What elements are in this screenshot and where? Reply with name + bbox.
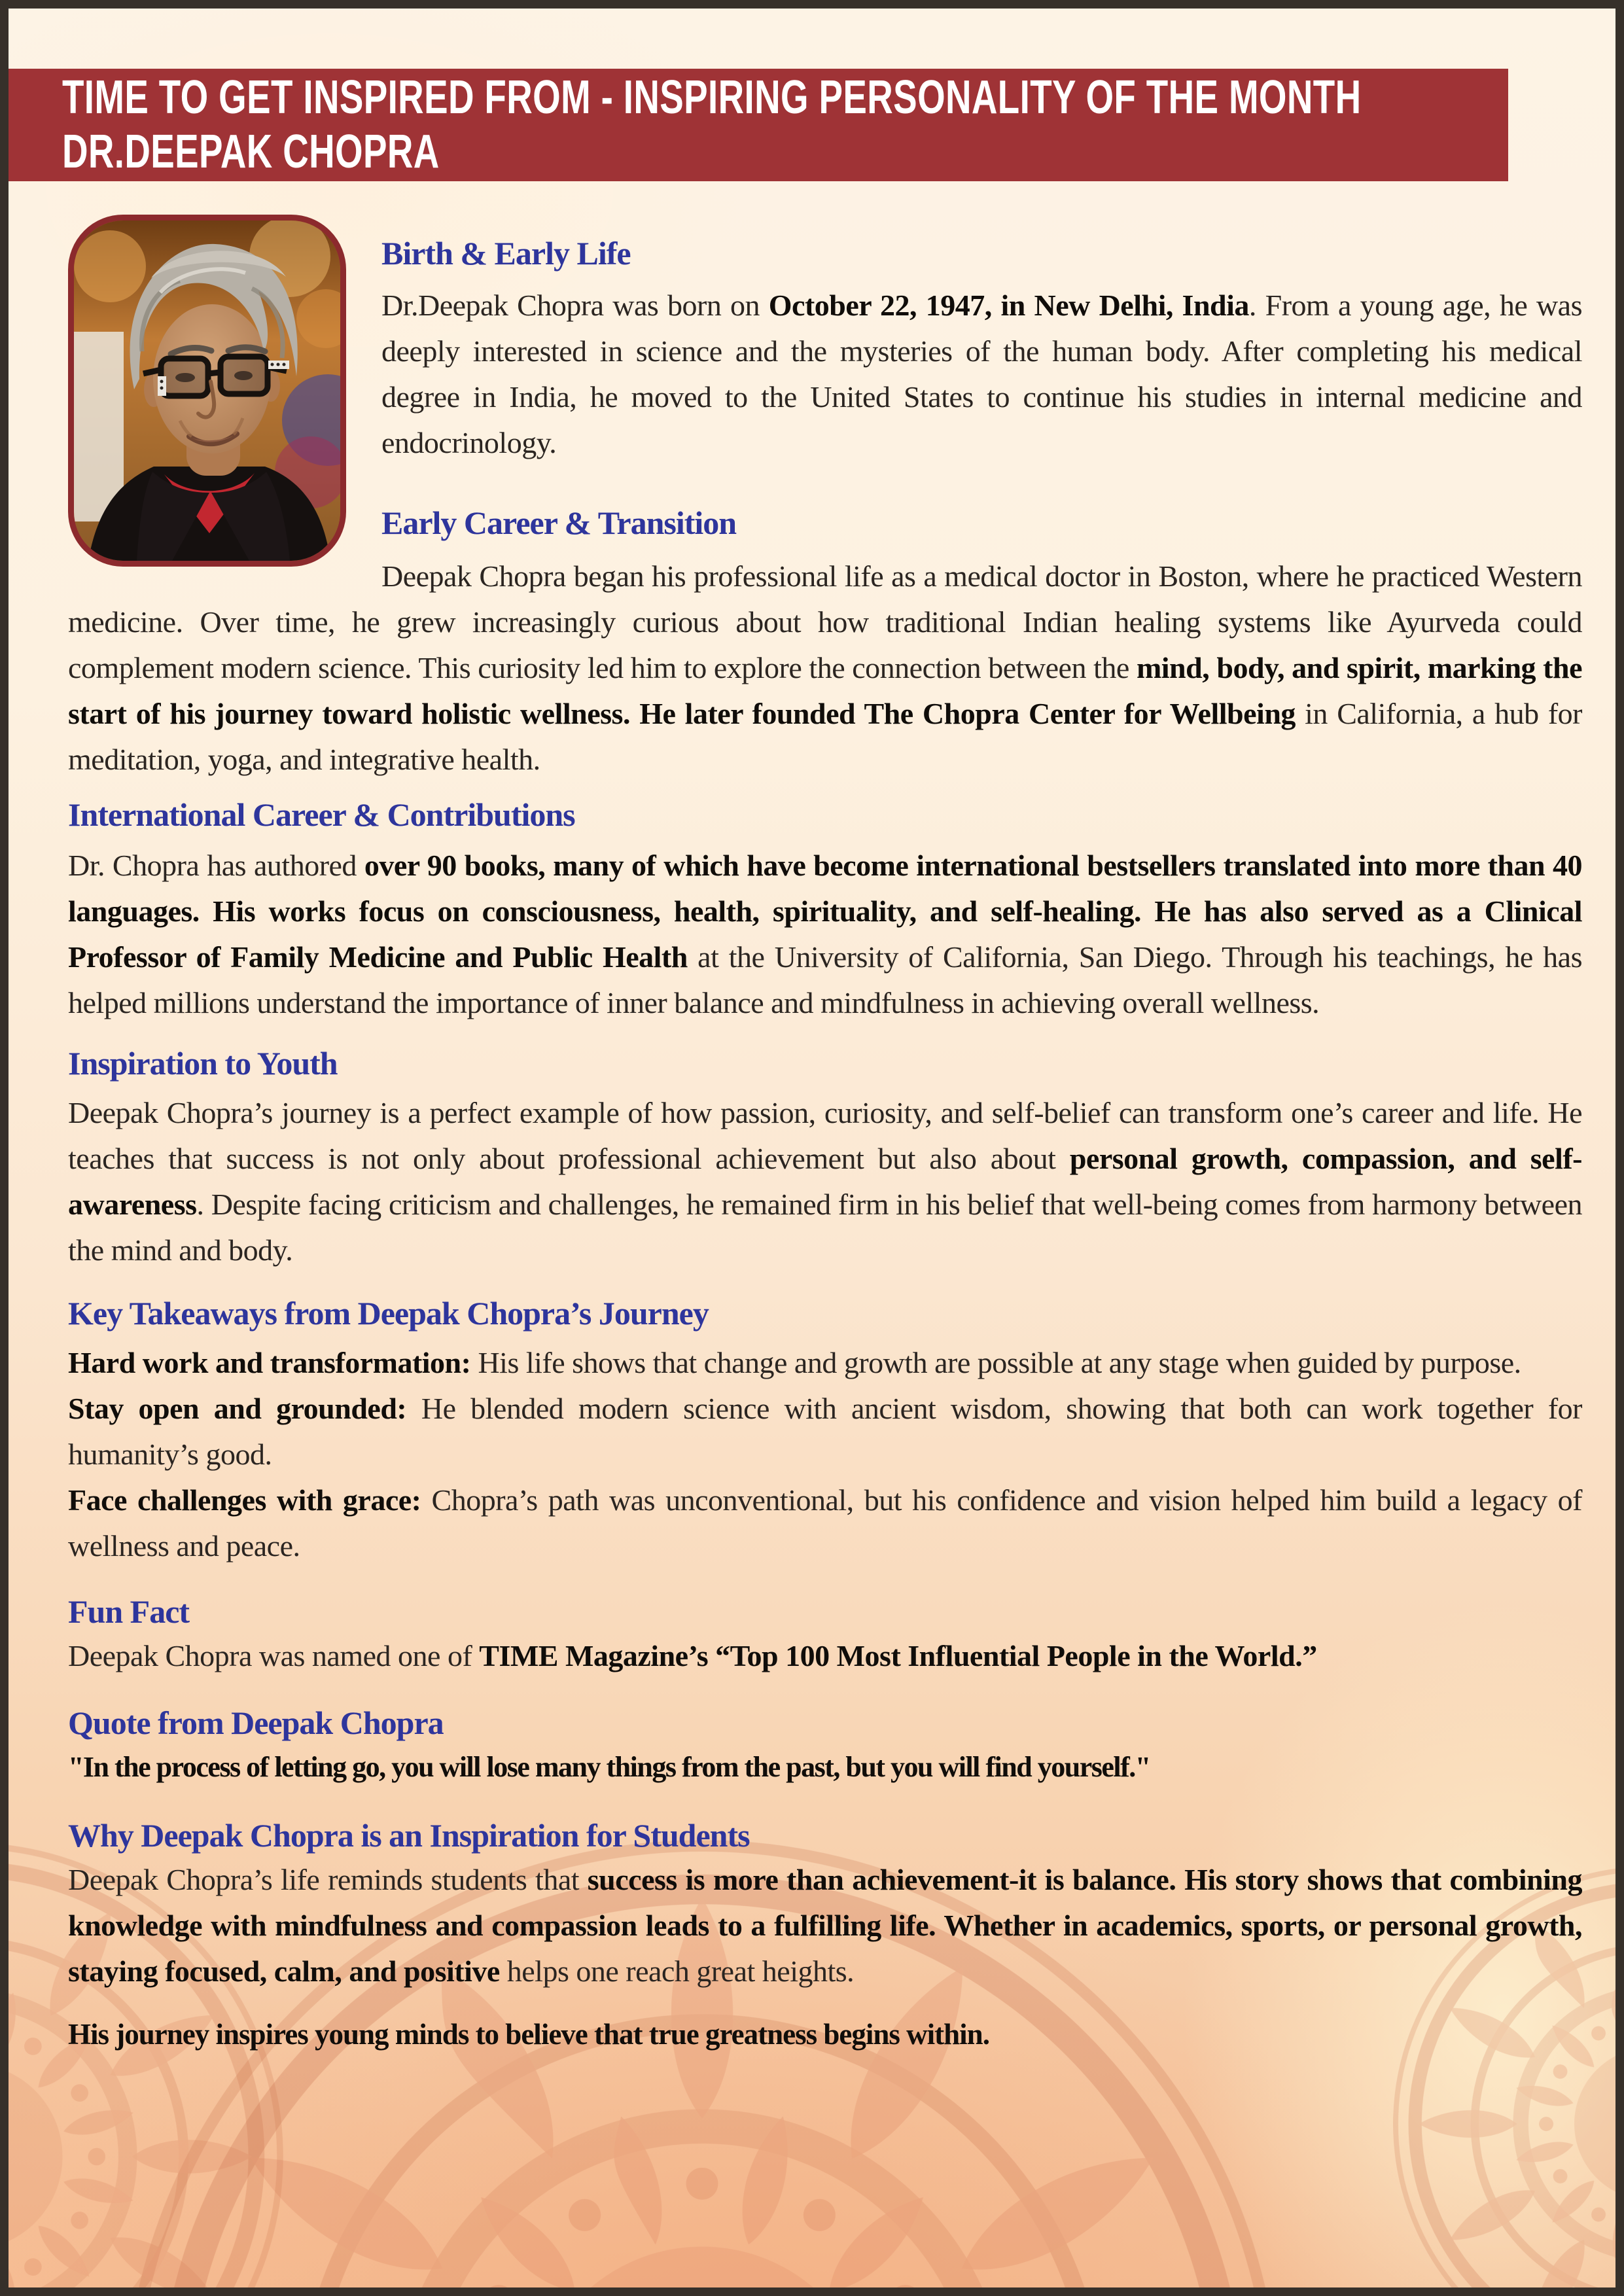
text-segment: He blended modern science with ancient wisdom, showing that both can work together for humanity’s good.: [68, 1392, 1582, 1471]
text-segment: His life shows that change and growth are possible at any stage when guided by purpose.: [470, 1346, 1521, 1379]
paragraph-international-career: [68, 843, 1582, 1026]
paragraph-inspiration-for-students: [68, 1857, 1582, 1994]
section-heading-international-career: International Career & Contributions: [68, 796, 575, 833]
text-segment-bold: over 90 books, many of which have become international bestsellers translated into more than 40 languages. His works focus on consciousness, health, spirituality, and self-healing. He has also served as a Clinical Professor of Family Medicine and Public Health: [68, 849, 1582, 974]
paragraph-fun-fact: [68, 1633, 1582, 1679]
text-segment: Chopra’s path was unconventional, but his confidence and vision helped him build a legacy of wellness and peace.: [68, 1483, 1582, 1563]
text-segment-bold: Face challenges with grace:: [68, 1483, 421, 1517]
text-segment: helps one reach great heights.: [499, 1954, 855, 1988]
text-segment: Deepak Chopra was named one of: [68, 1639, 480, 1672]
text-segment: Deepak Chopra began his professional life as a medical doctor in Boston, where he practiced Western medicine. Over time, he grew increasingly curious about how traditional Indian healing systems like Ayurveda could complement modern science. This curiosity led him to explore the connection between the: [68, 559, 1582, 684]
text-segment: . From a young age, he was deeply interested in science and the mysteries of the human body. After completing his medical degree in India, he moved to the United States to continue his studies in internal medicine and endocrinology.: [381, 289, 1582, 459]
text-segment-bold: personal growth, compassion, and self-awareness: [68, 1142, 1583, 1221]
section-heading-quote: Quote from Deepak Chopra: [68, 1704, 444, 1741]
text-segment-bold: "In the process of letting go, you will lose many things from the past, but you will find yourself.": [68, 1751, 1150, 1783]
section-heading-inspiration-to-youth: Inspiration to Youth: [68, 1045, 338, 1082]
text-segment: in California, a hub for meditation, yoga, and integrative health.: [68, 697, 1582, 776]
text-segment: Dr. Chopra has authored: [68, 849, 364, 882]
text-segment-bold: October 22, 1947, in New Delhi, India: [768, 289, 1249, 322]
paragraph-early-career: [68, 554, 1582, 783]
text-segment: at the University of California, San Diego. Through his teachings, he has helped millions understand the importance of inner balance and mindfulness in achieving overall wellness.: [68, 940, 1582, 1019]
text-segment-bold: success is more than achievement-it is balance. His story shows that combining knowledge with mindfulness and compassion leads to a fulfilling life. Whether in academics, sports, or personal growth, staying focused, calm, and positive: [68, 1863, 1582, 1988]
deepak-chopra-photo: [68, 215, 346, 567]
paragraph-inspiration-to-youth: [68, 1090, 1582, 1273]
paragraph-quote: [68, 1744, 1582, 1790]
takeaway-stay-open: [68, 1386, 1582, 1477]
section-heading-birth-early-life: Birth & Early Life: [381, 235, 631, 272]
section-heading-key-takeaways: Key Takeaways from Deepak Chopra’s Journey: [68, 1295, 709, 1332]
closing-line: [68, 2011, 1582, 2057]
text-segment-bold: Hard work and transformation:: [68, 1346, 471, 1379]
text-segment: Dr.Deepak Chopra was born on: [381, 289, 769, 322]
takeaway-face-challenges: [68, 1477, 1582, 1569]
page-title-line1: TIME TO GET INSPIRED FROM - INSPIRING PERSONALITY OF THE MONTH: [62, 71, 1362, 124]
text-segment-bold: TIME Magazine’s “Top 100 Most Influential People in the World.”: [479, 1639, 1317, 1672]
portrait-illustration: [74, 221, 340, 561]
section-heading-fun-fact: Fun Fact: [68, 1593, 190, 1630]
text-segment: Deepak Chopra’s journey is a perfect example of how passion, curiosity, and self-belief can transform one’s career and life. He teaches that success is not only about professional achievement but also about: [68, 1096, 1582, 1175]
section-heading-early-career: Early Career & Transition: [381, 504, 737, 541]
text-segment-bold: Stay open and grounded:: [68, 1392, 407, 1425]
text-segment: . Despite facing criticism and challenges, he remained firm in his belief that well-being comes from harmony between the mind and body.: [68, 1188, 1582, 1267]
text-segment-bold: mind, body, and spirit, marking the start of his journey toward holistic wellness. He later founded The Chopra Center for Wellbeing: [68, 651, 1583, 730]
takeaway-hard-work: [68, 1340, 1582, 1386]
text-segment-bold: His journey inspires young minds to believe that true greatness begins within.: [68, 2018, 989, 2051]
page-title-line2: DR.DEEPAK CHOPRA: [62, 126, 440, 178]
page-title-banner: [9, 69, 1508, 181]
section-heading-inspiration-for-students: Why Deepak Chopra is an Inspiration for Students: [68, 1817, 750, 1854]
article-content: [68, 207, 1582, 2057]
text-segment: Deepak Chopra’s life reminds students that: [68, 1863, 588, 1896]
